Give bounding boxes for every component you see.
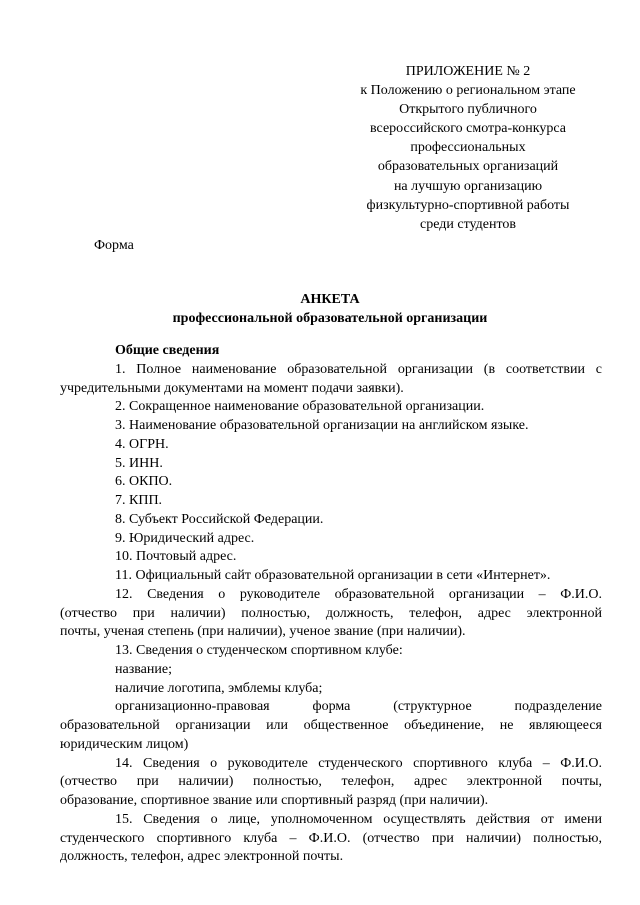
item-9: 9. Юридический адрес.: [115, 530, 255, 546]
item-line: образовательной организации или общественное объединение, не являющееся: [60, 718, 602, 733]
appendix-line: Открытого публичного: [399, 102, 537, 118]
item-line: учредительными документами на момент подачи заявки).: [60, 380, 404, 396]
item-line: должность, телефон, адрес электронной почты.: [60, 849, 344, 865]
item-line: (отчество при наличии) полностью, должность, телефон, адрес электронной: [60, 605, 602, 621]
item-10: 10. Почтовый адрес.: [115, 549, 237, 565]
document-body: [60, 342, 602, 867]
item-5: 5. ИНН.: [115, 455, 163, 471]
item-line: 14. Сведения о руководителе студенческого спортивного клуба – Ф.И.О.: [115, 755, 602, 771]
item-14: [60, 755, 602, 811]
title-sub: профессиональной образовательной организации: [172, 311, 488, 326]
form-label: Форма: [94, 238, 134, 253]
item-8: 8. Субъект Российской Федерации.: [115, 511, 324, 527]
appendix-line: среди студентов: [420, 216, 516, 232]
item-line: студенческого спортивного клуба – Ф.И.О. (отчество при наличии) полностью,: [60, 830, 602, 846]
item-line: образование, спортивное звание или спортивный разряд (при наличии).: [60, 793, 489, 808]
item-7: 7. КПП.: [115, 493, 163, 508]
appendix-line: образовательных организаций: [377, 159, 559, 175]
item-6: 6. ОКПО.: [115, 474, 173, 490]
item-line: 1. Полное наименование образовательной организации (в соответствии с: [115, 361, 602, 377]
item-15: [60, 811, 602, 867]
appendix-header: [318, 62, 618, 234]
item-3: 3. Наименование образовательной организации на английском языке.: [115, 418, 529, 433]
appendix-line: физкультурно-спортивной работы: [366, 197, 570, 213]
item-line: почты, ученая степень (при наличии), ученое звание (при наличии).: [60, 624, 466, 640]
section-heading: Общие сведения: [115, 343, 220, 358]
appendix-line: профессиональных: [410, 140, 526, 156]
item-13-legal-form: [60, 698, 602, 754]
item-line: 12. Сведения о руководителе образовательной организации – Ф.И.О.: [115, 586, 602, 602]
item-4: 4. ОГРН.: [115, 436, 169, 452]
appendix-line: ПРИЛОЖЕНИЕ № 2: [405, 64, 531, 79]
appendix-line: всероссийского смотра-конкурса: [370, 121, 566, 137]
item-line: юридическим лицом): [60, 736, 189, 752]
item-line: организационно-правовая форма (структурное подразделение: [115, 699, 602, 715]
item-2: 2. Сокращенное наименование образовательной организации.: [115, 399, 485, 415]
item-13-name: название;: [115, 661, 172, 677]
item-12: [60, 586, 602, 642]
item-1: [60, 361, 602, 399]
appendix-line: к Положению о региональном этапе: [360, 83, 576, 99]
title-main: АНКЕТА: [300, 292, 360, 307]
item-line: 15. Сведения о лице, уполномоченном осуществлять действия от имени: [115, 811, 602, 827]
item-13-logo: наличие логотипа, эмблемы клуба;: [115, 680, 323, 696]
item-11: 11. Официальный сайт образовательной организации в сети «Интернет».: [115, 568, 551, 583]
item-line: (отчество при наличии) полностью, телефон, адрес электронной почты,: [60, 774, 602, 790]
item-13: 13. Сведения о студенческом спортивном клубе:: [115, 643, 403, 658]
appendix-line: на лучшую организацию: [393, 178, 543, 194]
document-title: [60, 290, 600, 328]
